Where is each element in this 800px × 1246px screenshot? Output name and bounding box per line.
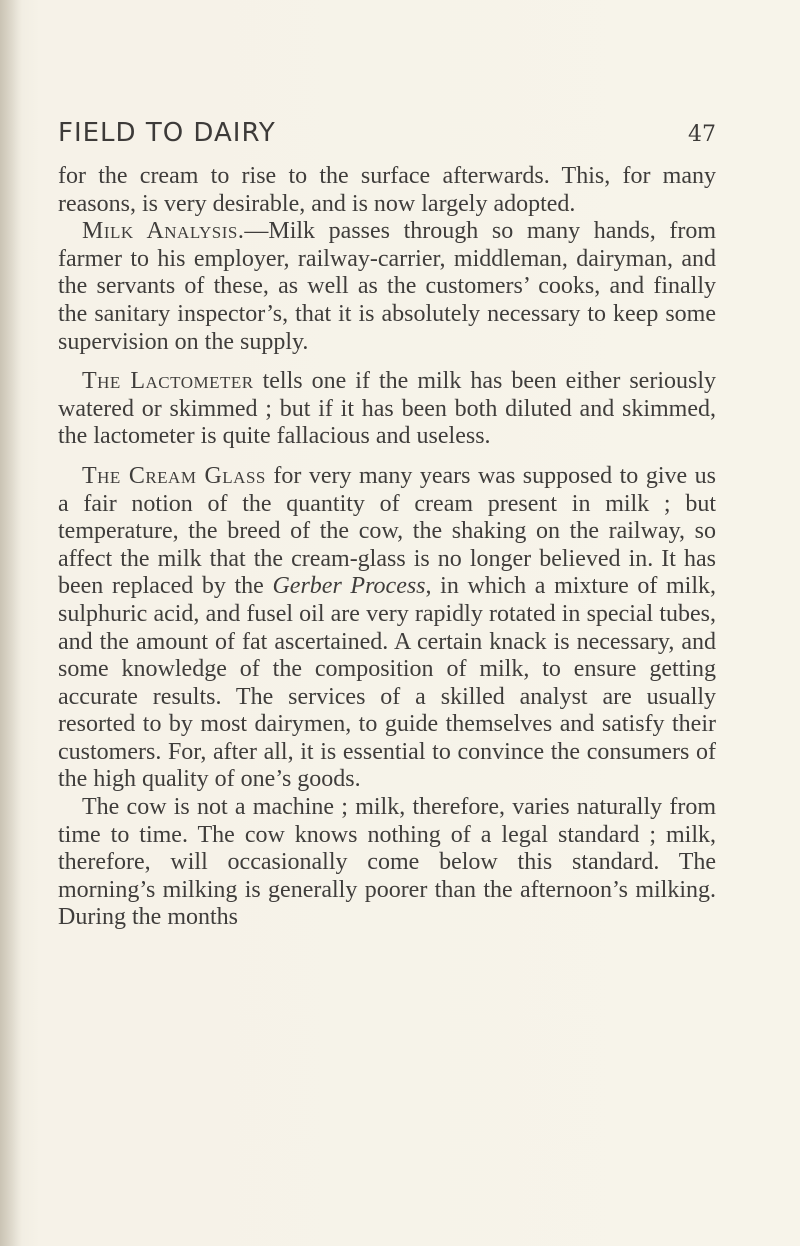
- body-text: [58, 163, 716, 932]
- page-number: 47: [688, 122, 716, 147]
- paragraph-cream-glass-body-b: , in which a mixture of milk, sulphuric acid, and fusel oil are very rapidly rotated in special tubes, and the amount of fat ascertained. A certain knack is necessary, and some knowledge of the composition of milk, to ensure getting accurate results. The services of a skilled analyst are usually resorted to by most dairymen, to guide themselves and satisfy their customers. For, after all, it is essential to convince the consumers of the high quality of one’s goods.: [58, 573, 716, 793]
- page-header: [58, 118, 716, 158]
- paragraph-milk-analysis-body: —Milk passes through so many hands, from farmer to his employer, railway-carrier, middleman, dairyman, and the servants of these, as well as the customers’ cooks, and finally the sanitary inspector’s, that it is absolutely necessary to keep some supervision on the supply.: [58, 218, 716, 355]
- section-heading-milk-analysis: Milk Analysis.: [82, 218, 245, 245]
- binding-shadow: [0, 0, 22, 1246]
- paragraph-continuation: for the cream to rise to the surface afterwards. This, for many reasons, is very desirable, and is now largely adopted.: [58, 163, 716, 217]
- paragraph-cream-glass: [58, 463, 716, 794]
- section-heading-cream-glass: The Cream Glass: [82, 462, 266, 489]
- paragraph-cream-glass-body-a: for very many years was supposed to give us a fair notion of the quantity of cream present in milk ; but temperature, the breed of the cow, the shaking on the railway, so affect the milk that the cream-glass is no longer believed in. It has been replaced by the: [58, 462, 716, 600]
- paragraph-lactometer-body: tells one if the milk has been either seriously watered or skimmed ; but if it has been both diluted and skimmed, the lactometer is quite fallacious and useless.: [58, 368, 716, 450]
- paragraph-lactometer: [58, 368, 716, 451]
- paragraph-milk-analysis: [58, 218, 716, 356]
- running-head: FIELD TO DAIRY: [58, 118, 276, 148]
- gerber-process-term: Gerber Process: [272, 573, 426, 600]
- paragraph-cow-not-machine: The cow is not a machine ; milk, therefore, varies naturally from time to time. The cow knows nothing of a legal standard ; milk, therefore, will occasionally come below this standard. The morning’s milking is generally poorer than the afternoon’s milking. During the months: [58, 794, 716, 931]
- section-heading-lactometer: The Lactometer: [82, 368, 254, 395]
